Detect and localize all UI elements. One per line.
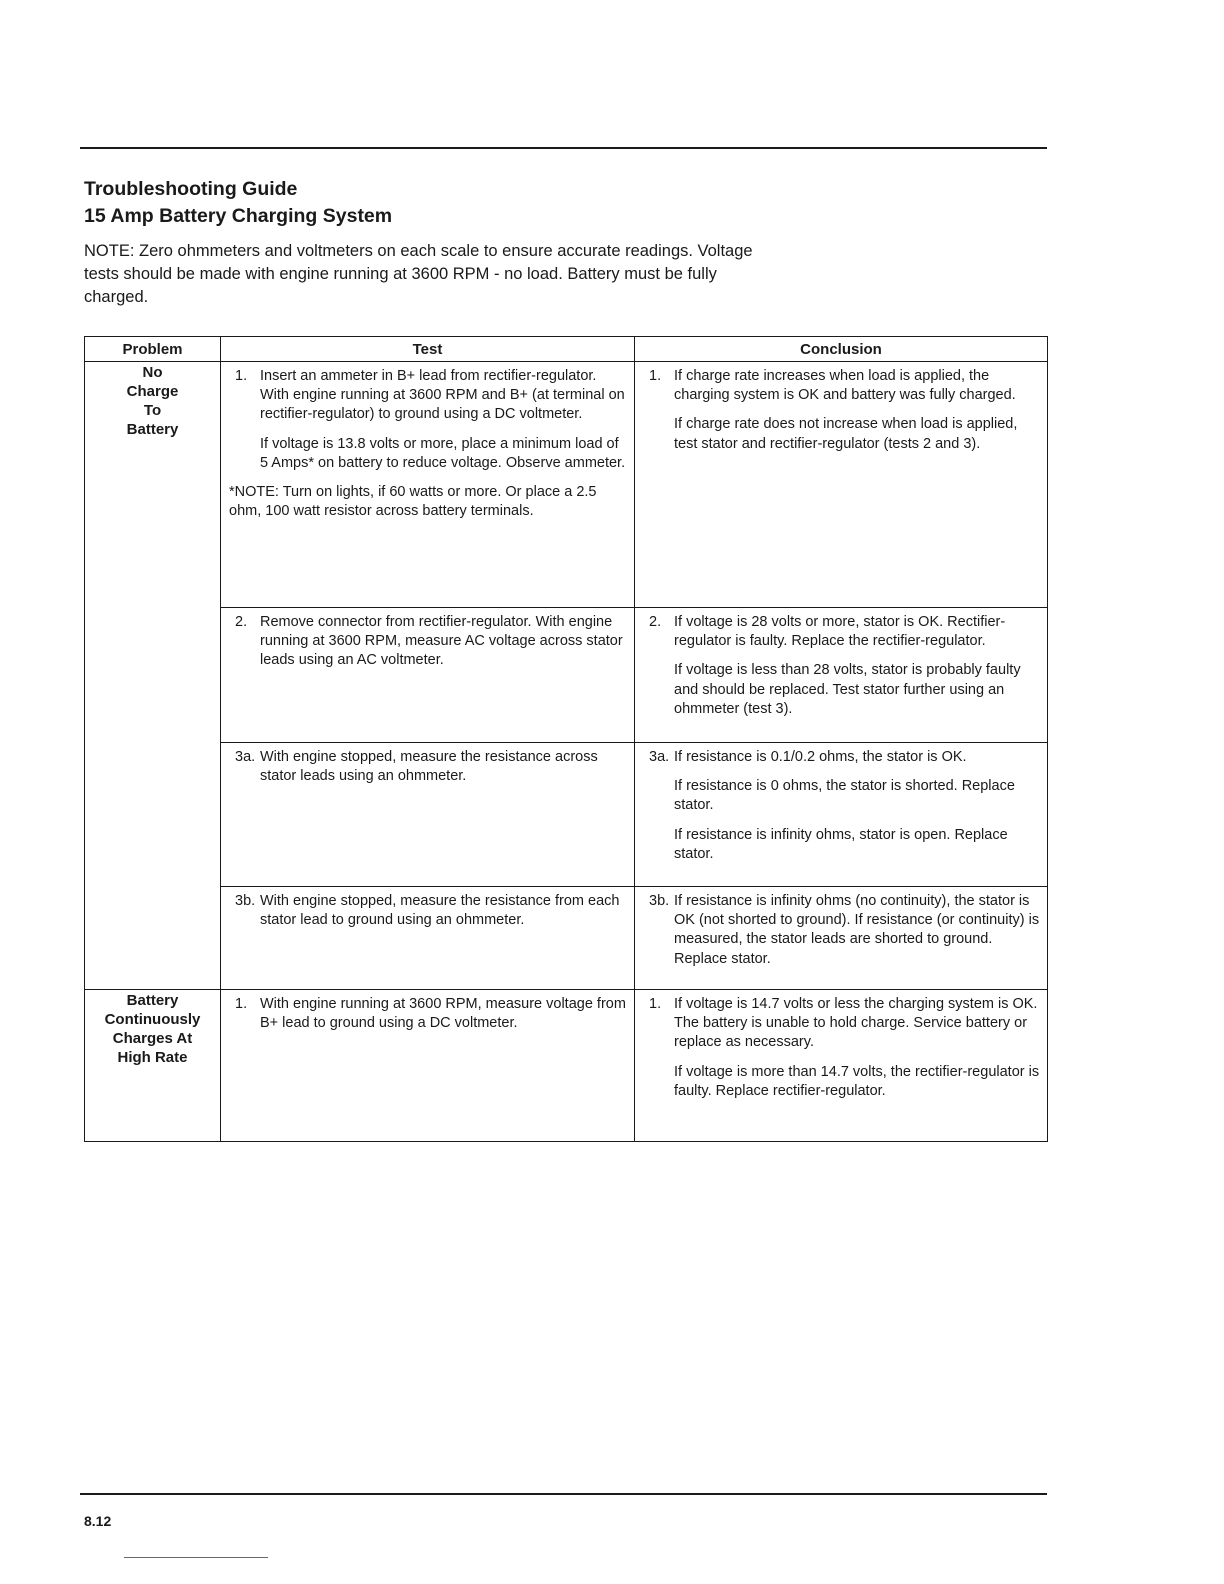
conclusion-text: If voltage is 28 volts or more, stator is OK. Rectifier-regulator is faulty. Replace the rectifier-regulator. xyxy=(674,614,1006,650)
test-cell xyxy=(221,743,635,887)
test-number: 1. xyxy=(235,996,248,1012)
table-row xyxy=(85,990,1048,1142)
problem-continuous-charge: Battery Continuously Charges At High Rate xyxy=(85,990,221,1142)
header-problem: Problem xyxy=(85,337,221,362)
conclusion-cell xyxy=(635,743,1048,887)
test-cell xyxy=(221,990,635,1142)
table-header-row xyxy=(85,337,1048,362)
conclusion-cell xyxy=(635,990,1048,1142)
note-line: NOTE: Zero ohmmeters and voltmeters on each scale to ensure accurate readings. Voltage xyxy=(84,242,753,260)
test-cell xyxy=(221,887,635,990)
page-heading xyxy=(84,176,392,230)
conclusion-number: 1. xyxy=(649,996,662,1012)
conclusion-text: If resistance is infinity ohms, stator is open. Replace stator. xyxy=(674,826,1008,862)
conclusion-text: If voltage is 14.7 volts or less the charging system is OK. The battery is unable to hold charge. Service battery or replace as necessary. xyxy=(674,996,1038,1051)
conclusion-text: If voltage is less than 28 volts, stator is probably faulty and should be replaced. Test stator further using an ohmmeter (test 3). xyxy=(674,662,1021,717)
table-row xyxy=(85,743,1048,887)
test-footnote: *NOTE: Turn on lights, if 60 watts or more. Or place a 2.5 ohm, 100 watt resistor across battery terminals. xyxy=(229,484,597,520)
bottom-rule xyxy=(80,1493,1047,1495)
test-number: 2. xyxy=(235,614,248,630)
test-text: With engine stopped, measure the resistance across stator leads using an ohmmeter. xyxy=(260,749,598,785)
conclusion-text: If charge rate does not increase when load is applied, test stator and rectifier-regulator (tests 2 and 3). xyxy=(674,416,1018,452)
conclusion-number: 3a. xyxy=(649,749,670,765)
table-row xyxy=(85,608,1048,743)
heading-title: Troubleshooting Guide xyxy=(84,178,298,200)
conclusion-text: If resistance is 0.1/0.2 ohms, the stator is OK. xyxy=(674,749,967,765)
test-text: If voltage is 13.8 volts or more, place a minimum load of 5 Amps* on battery to reduce voltage. Observe ammeter. xyxy=(260,435,626,471)
test-number: 1. xyxy=(235,368,248,384)
top-rule xyxy=(80,147,1047,149)
test-text: With engine running at 3600 RPM, measure voltage from B+ lead to ground using a DC voltmeter. xyxy=(260,996,626,1032)
intro-note xyxy=(84,240,924,309)
note-line: tests should be made with engine running at 3600 RPM - no load. Battery must be fully xyxy=(84,265,717,283)
problem-no-charge: No Charge To Battery xyxy=(85,362,221,990)
note-line: charged. xyxy=(84,288,149,306)
table-row xyxy=(85,887,1048,990)
test-text: Remove connector from rectifier-regulator. With engine running at 3600 RPM, measure AC voltage across stator leads using an AC voltmeter. xyxy=(260,614,623,669)
conclusion-cell xyxy=(635,608,1048,743)
troubleshooting-table xyxy=(84,336,1048,1142)
conclusion-cell xyxy=(635,887,1048,990)
conclusion-text: If voltage is more than 14.7 volts, the rectifier-regulator is faulty. Replace rectifier-regulator. xyxy=(674,1063,1040,1099)
test-number: 3a. xyxy=(235,749,256,765)
conclusion-text: If resistance is 0 ohms, the stator is shorted. Replace stator. xyxy=(674,778,1015,814)
test-text: With engine stopped, measure the resistance from each stator lead to ground using an ohmmeter. xyxy=(260,893,620,929)
conclusion-number: 3b. xyxy=(649,893,670,909)
table-row xyxy=(85,362,1048,608)
conclusion-text: If charge rate increases when load is applied, the charging system is OK and battery was fully charged. xyxy=(674,368,1016,404)
conclusion-number: 2. xyxy=(649,614,662,630)
conclusion-cell xyxy=(635,362,1048,608)
test-number: 3b. xyxy=(235,893,256,909)
header-test: Test xyxy=(221,337,635,362)
test-text: Insert an ammeter in B+ lead from rectifier-regulator. With engine running at 3600 RPM and B+ (at terminal on rectifier-regulator) to ground using a DC voltmeter. xyxy=(260,368,625,423)
test-cell xyxy=(221,362,635,608)
header-conclusion: Conclusion xyxy=(635,337,1048,362)
conclusion-number: 1. xyxy=(649,368,662,384)
conclusion-text: If resistance is infinity ohms (no continuity), the stator is OK (not shorted to ground). If resistance (or continuity) is measured, the stator leads are shorted to ground. Replace stator. xyxy=(674,893,1040,967)
page-number: 8.12 xyxy=(84,1513,112,1529)
test-cell xyxy=(221,608,635,743)
scan-edge-line xyxy=(124,1557,268,1558)
heading-subtitle: 15 Amp Battery Charging System xyxy=(84,205,393,227)
